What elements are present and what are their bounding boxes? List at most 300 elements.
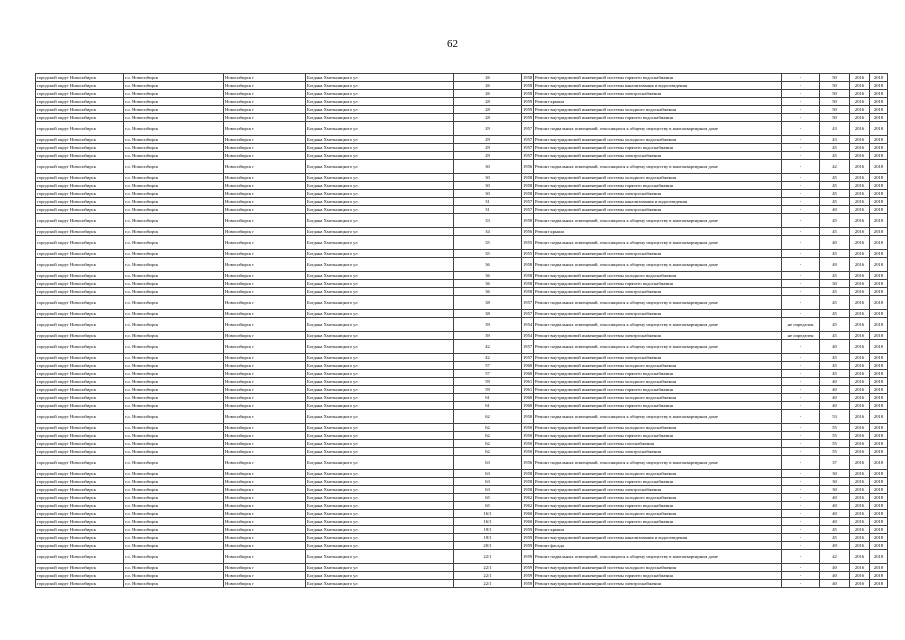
- municipal-district-cell: городской округ Новосибирск: [36, 280, 124, 288]
- end-year-cell: 2018: [870, 258, 888, 272]
- page-number: 62: [447, 38, 458, 50]
- city-cell: Новосибирск г: [224, 542, 306, 550]
- urban-district-cell: г.о. Новосибирск: [124, 510, 224, 518]
- work-type-cell: Ремонт внутридомовой инженерной системы холодного водоснабжения: [534, 174, 782, 182]
- work-type-cell: Ремонт подвальных помещений, относящихся к общему имуществу в многоквартирном доме: [534, 214, 782, 228]
- house-number-cell: 29: [454, 144, 522, 152]
- table-row: [36, 456, 888, 470]
- street-cell: Богдана Хмельницкого ул: [306, 386, 454, 394]
- urban-district-cell: г.о. Новосибирск: [124, 296, 224, 310]
- house-number-cell: 36: [454, 272, 522, 280]
- end-year-cell: 2018: [870, 564, 888, 572]
- urban-district-cell: г.о. Новосибирск: [124, 456, 224, 470]
- municipal-district-cell: городской округ Новосибирск: [36, 74, 124, 82]
- street-cell: Богдана Хмельницкого ул: [306, 362, 454, 370]
- city-cell: Новосибирск г: [224, 198, 306, 206]
- municipal-district-cell: городской округ Новосибирск: [36, 214, 124, 228]
- municipal-district-cell: городской округ Новосибирск: [36, 580, 124, 588]
- urban-district-cell: г.о. Новосибирск: [124, 550, 224, 564]
- build-year-cell: 1959: [523, 534, 533, 540]
- urban-district-cell: г.о. Новосибирск: [124, 332, 224, 340]
- city-cell: Новосибирск г: [224, 354, 306, 362]
- start-year-cell: 2016: [850, 144, 870, 152]
- house-number-cell: 57: [454, 362, 522, 370]
- table-row: [36, 318, 888, 332]
- build-year-cell: 1957: [523, 354, 533, 360]
- start-year-cell: 2016: [850, 402, 870, 410]
- cost-cell: -: [782, 456, 820, 470]
- work-type-cell: Ремонт внутридомовой инженерной системы канализования и водоотведения: [534, 534, 782, 542]
- work-type-cell: Ремонт крыши: [534, 98, 782, 106]
- wear-percent-cell: 43: [820, 122, 850, 136]
- house-number-cell: 22/1: [454, 564, 522, 572]
- wear-percent-cell: 40: [820, 564, 850, 572]
- urban-district-cell: г.о. Новосибирск: [124, 410, 224, 424]
- end-year-cell: 2018: [870, 310, 888, 318]
- urban-district-cell: г.о. Новосибирск: [124, 564, 224, 572]
- end-year-cell: 2018: [870, 160, 888, 174]
- city-cell: Новосибирск г: [224, 280, 306, 288]
- street-cell: Богдана Хмельницкого ул: [306, 136, 454, 144]
- work-type-cell: Ремонт внутридомовой инженерной системы электроснабжения: [534, 152, 782, 160]
- start-year-cell: 2016: [850, 296, 870, 310]
- table-row: [36, 214, 888, 228]
- city-cell: Новосибирск г: [224, 440, 306, 448]
- end-year-cell: 2018: [870, 340, 888, 354]
- urban-district-cell: г.о. Новосибирск: [124, 580, 224, 588]
- municipal-district-cell: городской округ Новосибирск: [36, 440, 124, 448]
- end-year-cell: 2018: [870, 580, 888, 588]
- work-type-cell: Ремонт внутридомовой инженерной системы холодного водоснабжения: [534, 272, 782, 280]
- wear-percent-cell: 45: [820, 310, 850, 318]
- work-type-cell: Ремонт внутридомовой инженерной системы горячего водоснабжения: [534, 74, 782, 82]
- urban-district-cell: г.о. Новосибирск: [124, 440, 224, 448]
- wear-percent-cell: 50: [820, 90, 850, 98]
- table-row: [36, 550, 888, 564]
- city-cell: Новосибирск г: [224, 258, 306, 272]
- city-cell: Новосибирск г: [224, 318, 306, 332]
- table-row: [36, 502, 888, 510]
- urban-district-cell: г.о. Новосибирск: [124, 288, 224, 296]
- house-number-cell: 18/1: [454, 534, 522, 542]
- municipal-district-cell: городской округ Новосибирск: [36, 510, 124, 518]
- build-year-cell: 1957: [523, 152, 533, 158]
- start-year-cell: 2016: [850, 236, 870, 250]
- cost-cell: -: [782, 98, 820, 106]
- house-number-cell: 30: [454, 160, 522, 174]
- cost-cell: -: [782, 386, 820, 394]
- cost-cell: -: [782, 74, 820, 82]
- cost-cell: -: [782, 424, 820, 432]
- wear-percent-cell: 42: [820, 550, 850, 564]
- city-cell: Новосибирск г: [224, 106, 306, 114]
- start-year-cell: 2016: [850, 258, 870, 272]
- work-type-cell: Ремонт подвальных помещений, относящихся к общему имуществу в многоквартирном доме: [534, 410, 782, 424]
- start-year-cell: 2016: [850, 114, 870, 122]
- end-year-cell: 2018: [870, 144, 888, 152]
- house-number-cell: 31: [454, 206, 522, 214]
- street-cell: Богдана Хмельницкого ул: [306, 258, 454, 272]
- municipal-district-cell: городской округ Новосибирск: [36, 448, 124, 456]
- start-year-cell: 2016: [850, 228, 870, 236]
- house-number-cell: 57: [454, 370, 522, 378]
- wear-percent-cell: 50: [820, 82, 850, 90]
- street-cell: Богдана Хмельницкого ул: [306, 518, 454, 526]
- end-year-cell: 2018: [870, 214, 888, 228]
- cost-cell: -: [782, 448, 820, 456]
- end-year-cell: 2018: [870, 354, 888, 362]
- municipal-district-cell: городской округ Новосибирск: [36, 550, 124, 564]
- urban-district-cell: г.о. Новосибирск: [124, 152, 224, 160]
- work-type-cell: Ремонт внутридомовой инженерной системы электроснабжения: [534, 310, 782, 318]
- start-year-cell: 2016: [850, 288, 870, 296]
- work-type-cell: Ремонт внутридомовой инженерной системы горячего водоснабжения: [534, 432, 782, 440]
- table-row: [36, 144, 888, 152]
- start-year-cell: 2016: [850, 378, 870, 386]
- urban-district-cell: г.о. Новосибирск: [124, 402, 224, 410]
- build-year-cell: 1956: [523, 228, 533, 234]
- cost-cell: -: [782, 526, 820, 534]
- street-cell: Богдана Хмельницкого ул: [306, 370, 454, 378]
- cost-cell: -: [782, 190, 820, 198]
- start-year-cell: 2016: [850, 542, 870, 550]
- start-year-cell: 2016: [850, 510, 870, 518]
- house-number-cell: 39: [454, 318, 522, 332]
- street-cell: Богдана Хмельницкого ул: [306, 478, 454, 486]
- build-year-cell: 1961: [523, 386, 533, 392]
- cost-cell: -: [782, 518, 820, 526]
- work-type-cell: Ремонт внутридомовой инженерной системы холодного водоснабжения: [534, 136, 782, 144]
- urban-district-cell: г.о. Новосибирск: [124, 82, 224, 90]
- street-cell: Богдана Хмельницкого ул: [306, 542, 454, 550]
- work-type-cell: Ремонт внутридомовой инженерной системы электроснабжения: [534, 486, 782, 494]
- city-cell: Новосибирск г: [224, 272, 306, 280]
- wear-percent-cell: 45: [820, 526, 850, 534]
- street-cell: Богдана Хмельницкого ул: [306, 272, 454, 280]
- end-year-cell: 2018: [870, 486, 888, 494]
- build-year-cell: 1955: [522, 236, 534, 250]
- table-row: [36, 564, 888, 572]
- house-number-cell: 33: [454, 214, 522, 228]
- street-cell: Богдана Хмельницкого ул: [306, 494, 454, 502]
- build-year-cell: 1950: [523, 448, 533, 454]
- wear-percent-cell: 45: [820, 152, 850, 160]
- street-cell: Богдана Хмельницкого ул: [306, 122, 454, 136]
- house-number-cell: 38: [454, 310, 522, 318]
- table-row: [36, 362, 888, 370]
- start-year-cell: 2016: [850, 318, 870, 332]
- house-number-cell: 16/1: [454, 518, 522, 526]
- house-number-cell: 63: [454, 470, 522, 478]
- start-year-cell: 2016: [850, 456, 870, 470]
- build-year-cell: 1961: [523, 378, 533, 384]
- work-type-cell: Ремонт внутридомовой инженерной системы электроснабжения: [534, 288, 782, 296]
- cost-cell: -: [782, 174, 820, 182]
- street-cell: Богдана Хмельницкого ул: [306, 152, 454, 160]
- street-cell: Богдана Хмельницкого ул: [306, 378, 454, 386]
- urban-district-cell: г.о. Новосибирск: [124, 228, 224, 236]
- street-cell: Богдана Хмельницкого ул: [306, 432, 454, 440]
- table-row: [36, 410, 888, 424]
- cost-cell: не определен: [782, 318, 820, 332]
- wear-percent-cell: 30: [820, 280, 850, 288]
- cost-cell: -: [782, 288, 820, 296]
- cost-cell: -: [782, 106, 820, 114]
- work-type-cell: Ремонт подвальных помещений, относящихся к общему имуществу в многоквартирном доме: [534, 318, 782, 332]
- start-year-cell: 2016: [850, 486, 870, 494]
- build-year-cell: 1958: [522, 258, 534, 272]
- urban-district-cell: г.о. Новосибирск: [124, 494, 224, 502]
- house-number-cell: 59: [454, 378, 522, 386]
- municipal-district-cell: городской округ Новосибирск: [36, 228, 124, 236]
- table-row: [36, 182, 888, 190]
- end-year-cell: 2018: [870, 182, 888, 190]
- cost-cell: -: [782, 82, 820, 90]
- build-year-cell: 1959: [523, 542, 533, 548]
- municipal-district-cell: городской округ Новосибирск: [36, 296, 124, 310]
- wear-percent-cell: 40: [820, 394, 850, 402]
- start-year-cell: 2016: [850, 518, 870, 526]
- house-number-cell: 63: [454, 478, 522, 486]
- wear-percent-cell: 45: [820, 182, 850, 190]
- work-type-cell: Ремонт внутридомовой инженерной системы горячего водоснабжения: [534, 114, 782, 122]
- build-year-cell: 1958: [523, 182, 533, 188]
- work-type-cell: Ремонт внутридомовой инженерной системы горячего водоснабжения: [534, 386, 782, 394]
- wear-percent-cell: 45: [820, 190, 850, 198]
- street-cell: Богдана Хмельницкого ул: [306, 82, 454, 90]
- urban-district-cell: г.о. Новосибирск: [124, 190, 224, 198]
- urban-district-cell: г.о. Новосибирск: [124, 250, 224, 258]
- wear-percent-cell: 45: [820, 288, 850, 296]
- wear-percent-cell: 45: [820, 534, 850, 542]
- urban-district-cell: г.о. Новосибирск: [124, 258, 224, 272]
- house-number-cell: 61: [454, 394, 522, 402]
- municipal-district-cell: городской округ Новосибирск: [36, 114, 124, 122]
- build-year-cell: 1950: [523, 440, 533, 446]
- wear-percent-cell: 45: [820, 144, 850, 152]
- start-year-cell: 2016: [850, 98, 870, 106]
- urban-district-cell: г.о. Новосибирск: [124, 174, 224, 182]
- work-type-cell: Ремонт внутридомовой инженерной системы электроснабжения: [534, 90, 782, 98]
- build-year-cell: 1958: [523, 174, 533, 180]
- cost-cell: -: [782, 440, 820, 448]
- house-number-cell: 20/1: [454, 542, 522, 550]
- table-row: [36, 106, 888, 114]
- city-cell: Новосибирск г: [224, 310, 306, 318]
- table-row: [36, 340, 888, 354]
- build-year-cell: 1950: [523, 424, 533, 430]
- wear-percent-cell: 45: [820, 174, 850, 182]
- municipal-district-cell: городской округ Новосибирск: [36, 190, 124, 198]
- end-year-cell: 2018: [870, 280, 888, 288]
- urban-district-cell: г.о. Новосибирск: [124, 394, 224, 402]
- house-number-cell: 59: [454, 386, 522, 394]
- wear-percent-cell: 45: [820, 296, 850, 310]
- urban-district-cell: г.о. Новосибирск: [124, 518, 224, 526]
- build-year-cell: 1958: [523, 74, 533, 80]
- work-type-cell: Ремонт внутридомовой инженерной системы холодного водоснабжения: [534, 494, 782, 502]
- house-number-cell: 28: [454, 114, 522, 122]
- city-cell: Новосибирск г: [224, 534, 306, 542]
- end-year-cell: 2018: [870, 432, 888, 440]
- build-year-cell: 1958: [522, 214, 534, 228]
- house-number-cell: 42: [454, 340, 522, 354]
- house-number-cell: 63: [454, 486, 522, 494]
- urban-district-cell: г.о. Новосибирск: [124, 236, 224, 250]
- city-cell: Новосибирск г: [224, 98, 306, 106]
- table-row: [36, 486, 888, 494]
- build-year-cell: 1960: [523, 394, 533, 400]
- house-number-cell: 22/1: [454, 580, 522, 588]
- wear-percent-cell: 49: [820, 542, 850, 550]
- end-year-cell: 2018: [870, 228, 888, 236]
- start-year-cell: 2016: [850, 572, 870, 580]
- start-year-cell: 2016: [850, 526, 870, 534]
- work-type-cell: Ремонт подвальных помещений, относящихся к общему имуществу в многоквартирном доме: [534, 550, 782, 564]
- work-type-cell: Ремонт внутридомовой инженерной системы электроснабжения: [534, 448, 782, 456]
- street-cell: Богдана Хмельницкого ул: [306, 440, 454, 448]
- work-type-cell: Ремонт внутридомовой инженерной системы газоснабжения: [534, 440, 782, 448]
- end-year-cell: 2018: [870, 572, 888, 580]
- table-row: [36, 250, 888, 258]
- end-year-cell: 2018: [870, 190, 888, 198]
- build-year-cell: 1959: [523, 572, 533, 578]
- urban-district-cell: г.о. Новосибирск: [124, 136, 224, 144]
- cost-cell: -: [782, 90, 820, 98]
- start-year-cell: 2016: [850, 182, 870, 190]
- end-year-cell: 2018: [870, 106, 888, 114]
- build-year-cell: 1957: [523, 198, 533, 204]
- urban-district-cell: г.о. Новосибирск: [124, 526, 224, 534]
- municipal-district-cell: городской округ Новосибирск: [36, 122, 124, 136]
- municipal-district-cell: городской округ Новосибирск: [36, 198, 124, 206]
- end-year-cell: 2018: [870, 470, 888, 478]
- table-row: [36, 82, 888, 90]
- build-year-cell: 1958: [523, 82, 533, 88]
- municipal-district-cell: городской округ Новосибирск: [36, 564, 124, 572]
- city-cell: Новосибирск г: [224, 526, 306, 534]
- cost-cell: -: [782, 144, 820, 152]
- street-cell: Богдана Хмельницкого ул: [306, 228, 454, 236]
- street-cell: Богдана Хмельницкого ул: [306, 564, 454, 572]
- end-year-cell: 2018: [870, 370, 888, 378]
- municipal-district-cell: городской округ Новосибирск: [36, 288, 124, 296]
- end-year-cell: 2018: [870, 236, 888, 250]
- city-cell: Новосибирск г: [224, 432, 306, 440]
- end-year-cell: 2018: [870, 198, 888, 206]
- city-cell: Новосибирск г: [224, 424, 306, 432]
- table-row: [36, 74, 888, 82]
- build-year-cell: 1957: [523, 144, 533, 150]
- municipal-district-cell: городской округ Новосибирск: [36, 272, 124, 280]
- cost-cell: -: [782, 394, 820, 402]
- table-row: [36, 206, 888, 214]
- start-year-cell: 2016: [850, 410, 870, 424]
- city-cell: Новосибирск г: [224, 518, 306, 526]
- wear-percent-cell: 45: [820, 214, 850, 228]
- wear-percent-cell: 55: [820, 432, 850, 440]
- urban-district-cell: г.о. Новосибирск: [124, 502, 224, 510]
- wear-percent-cell: 40: [820, 580, 850, 588]
- end-year-cell: 2018: [870, 456, 888, 470]
- street-cell: Богдана Хмельницкого ул: [306, 206, 454, 214]
- street-cell: Богдана Хмельницкого ул: [306, 410, 454, 424]
- urban-district-cell: г.о. Новосибирск: [124, 318, 224, 332]
- work-type-cell: Ремонт внутридомовой инженерной системы электроснабжения: [534, 190, 782, 198]
- street-cell: Богдана Хмельницкого ул: [306, 198, 454, 206]
- end-year-cell: 2018: [870, 542, 888, 550]
- build-year-cell: 1960: [523, 402, 533, 408]
- urban-district-cell: г.о. Новосибирск: [124, 486, 224, 494]
- cost-cell: -: [782, 494, 820, 502]
- street-cell: Богдана Хмельницкого ул: [306, 550, 454, 564]
- municipal-district-cell: городской округ Новосибирск: [36, 82, 124, 90]
- house-number-cell: 65: [454, 494, 522, 502]
- table-row: [36, 478, 888, 486]
- table-row: [36, 122, 888, 136]
- cost-cell: -: [782, 160, 820, 174]
- work-type-cell: Ремонт внутридомовой инженерной системы электроснабжения: [534, 250, 782, 258]
- table-row: [36, 174, 888, 182]
- urban-district-cell: г.о. Новосибирск: [124, 534, 224, 542]
- house-number-cell: 62: [454, 432, 522, 440]
- table-row: [36, 580, 888, 588]
- end-year-cell: 2018: [870, 332, 888, 340]
- street-cell: Богдана Хмельницкого ул: [306, 280, 454, 288]
- city-cell: Новосибирск г: [224, 190, 306, 198]
- start-year-cell: 2016: [850, 214, 870, 228]
- end-year-cell: 2018: [870, 510, 888, 518]
- city-cell: Новосибирск г: [224, 144, 306, 152]
- city-cell: Новосибирск г: [224, 136, 306, 144]
- municipal-district-cell: городской округ Новосибирск: [36, 534, 124, 542]
- table-row: [36, 310, 888, 318]
- municipal-district-cell: городской округ Новосибирск: [36, 236, 124, 250]
- end-year-cell: 2018: [870, 250, 888, 258]
- urban-district-cell: г.о. Новосибирск: [124, 214, 224, 228]
- house-number-cell: 39: [454, 332, 522, 340]
- city-cell: Новосибирск г: [224, 448, 306, 456]
- wear-percent-cell: 53: [820, 410, 850, 424]
- municipal-district-cell: городской округ Новосибирск: [36, 478, 124, 486]
- wear-percent-cell: 42: [820, 160, 850, 174]
- street-cell: Богдана Хмельницкого ул: [306, 580, 454, 588]
- start-year-cell: 2016: [850, 354, 870, 362]
- street-cell: Богдана Хмельницкого ул: [306, 288, 454, 296]
- table-row: [36, 236, 888, 250]
- end-year-cell: 2018: [870, 410, 888, 424]
- start-year-cell: 2016: [850, 564, 870, 572]
- cost-cell: -: [782, 502, 820, 510]
- municipal-district-cell: городской округ Новосибирск: [36, 206, 124, 214]
- cost-cell: -: [782, 114, 820, 122]
- table-row: [36, 378, 888, 386]
- urban-district-cell: г.о. Новосибирск: [124, 432, 224, 440]
- cost-cell: -: [782, 340, 820, 354]
- end-year-cell: 2018: [870, 206, 888, 214]
- work-type-cell: Ремонт подвальных помещений, относящихся к общему имуществу в многоквартирном доме: [534, 236, 782, 250]
- city-cell: Новосибирск г: [224, 90, 306, 98]
- city-cell: Новосибирск г: [224, 288, 306, 296]
- table-row: [36, 272, 888, 280]
- table-row: [36, 518, 888, 526]
- wear-percent-cell: 40: [820, 206, 850, 214]
- house-number-cell: 30: [454, 190, 522, 198]
- cost-cell: -: [782, 296, 820, 310]
- build-year-cell: 1957: [522, 296, 534, 310]
- house-number-cell: 61: [454, 402, 522, 410]
- municipal-district-cell: городской округ Новосибирск: [36, 394, 124, 402]
